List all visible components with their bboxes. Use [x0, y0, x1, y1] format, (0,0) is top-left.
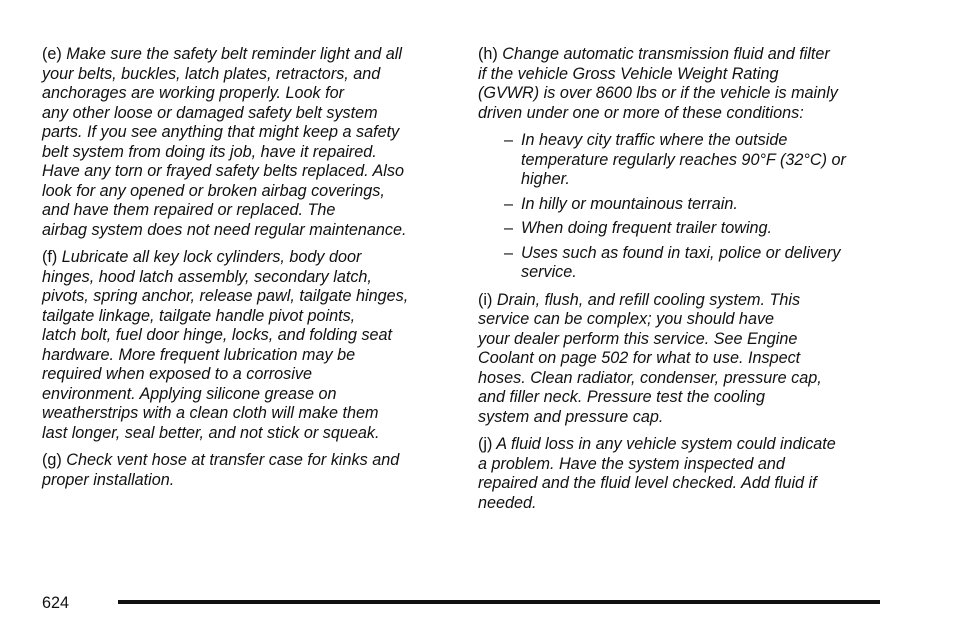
item-text: look for any opened or broken airbag coverings,: [42, 181, 385, 200]
item-text: Change automatic transmission fluid and filter: [502, 45, 830, 63]
item-text: weatherstrips with a clean cloth will make them: [42, 404, 379, 422]
condition-list: [478, 131, 890, 283]
item-text: In heavy city traffic where the outside: [521, 131, 788, 149]
item-h: [478, 45, 890, 123]
item-text: Coolant on page 502 for what to use. Inspect: [478, 349, 801, 367]
left-column: [42, 45, 452, 498]
footer-rule: [118, 600, 880, 604]
item-text: hinges, hood latch assembly, secondary latch,: [42, 267, 372, 286]
item-j: [478, 435, 890, 513]
item-text: your belts, buckles, latch plates, retractors, and: [42, 64, 381, 83]
item-text: system and pressure cap.: [478, 407, 664, 426]
item-text: Lubricate all key lock cylinders, body door: [61, 248, 362, 266]
item-text: temperature regularly reaches 90°F (32°C) or: [521, 150, 846, 169]
item-text: pivots, spring anchor, release pawl, tailgate hinges,: [42, 287, 409, 305]
item-text: proper installation.: [42, 470, 175, 489]
item-text: higher.: [521, 170, 570, 188]
item-text: A fluid loss in any vehicle system could indicate: [496, 435, 836, 453]
item-text: latch bolt, fuel door hinge, locks, and folding seat: [42, 326, 393, 344]
list-item: [478, 219, 890, 239]
bullet-dash: –: [504, 131, 514, 149]
item-text: Uses such as found in taxi, police or delivery: [521, 243, 841, 262]
item-text: Check vent hose at transfer case for kinks and: [66, 451, 400, 469]
item-g: [42, 451, 452, 490]
item-i: [478, 291, 890, 428]
item-f: [42, 248, 452, 443]
item-text: tailgate linkage, tailgate handle pivot points,: [42, 306, 356, 325]
bullet-dash: –: [504, 219, 514, 237]
item-e: [42, 45, 452, 240]
bullet-dash: –: [504, 194, 514, 213]
item-text: belt system from doing its job, have it repaired.: [42, 142, 377, 161]
item-text: service can be complex; you should have: [478, 310, 775, 328]
item-text: Have any torn or frayed safety belts replaced. Also: [42, 162, 405, 180]
item-tag: (h): [478, 45, 498, 63]
page-number: 624: [42, 594, 70, 612]
item-text: if the vehicle Gross Vehicle Weight Rating: [478, 64, 779, 83]
item-tag: (j): [478, 435, 493, 453]
item-text: parts. If you see anything that might keep a safety: [42, 123, 400, 141]
item-text: needed.: [478, 493, 537, 512]
item-text: any other loose or damaged safety belt system: [42, 103, 378, 122]
item-tag: (g): [42, 451, 62, 469]
item-text: environment. Applying silicone grease on: [42, 384, 337, 403]
item-tag: (i): [478, 290, 493, 309]
item-text: Drain, flush, and refill cooling system. This: [496, 290, 801, 309]
list-item: [478, 131, 890, 190]
item-text: (GVWR) is over 8600 lbs or if the vehicle is mainly: [478, 84, 838, 102]
item-text: and have them repaired or replaced. The: [42, 201, 336, 219]
item-text: and filler neck. Pressure test the cooling: [478, 388, 766, 406]
item-text: hardware. More frequent lubrication may be: [42, 345, 356, 364]
bullet-dash: –: [504, 243, 514, 262]
item-text: In hilly or mountainous terrain.: [521, 194, 738, 213]
item-text: required when exposed to a corrosive: [42, 365, 312, 383]
list-item: [478, 244, 890, 283]
item-text: Make sure the safety belt reminder light and all: [66, 45, 402, 63]
item-text: hoses. Clean radiator, condenser, pressure cap,: [478, 368, 822, 387]
item-tag: (e): [42, 45, 62, 63]
right-column: [478, 45, 890, 521]
list-item: [478, 195, 890, 215]
item-text: last longer, seal better, and not stick or squeak.: [42, 423, 380, 442]
item-text: service.: [521, 263, 577, 281]
item-text: anchorages are working properly. Look for: [42, 84, 345, 102]
item-text: your dealer perform this service. See Engine: [478, 329, 798, 348]
item-text: airbag system does not need regular maintenance.: [42, 220, 407, 239]
item-text: a problem. Have the system inspected and: [478, 454, 785, 473]
item-text: repaired and the fluid level checked. Add fluid if: [478, 474, 817, 492]
item-tag: (f): [42, 248, 58, 266]
item-text: When doing frequent trailer towing.: [521, 219, 773, 237]
item-text: driven under one or more of these conditions:: [478, 103, 804, 122]
